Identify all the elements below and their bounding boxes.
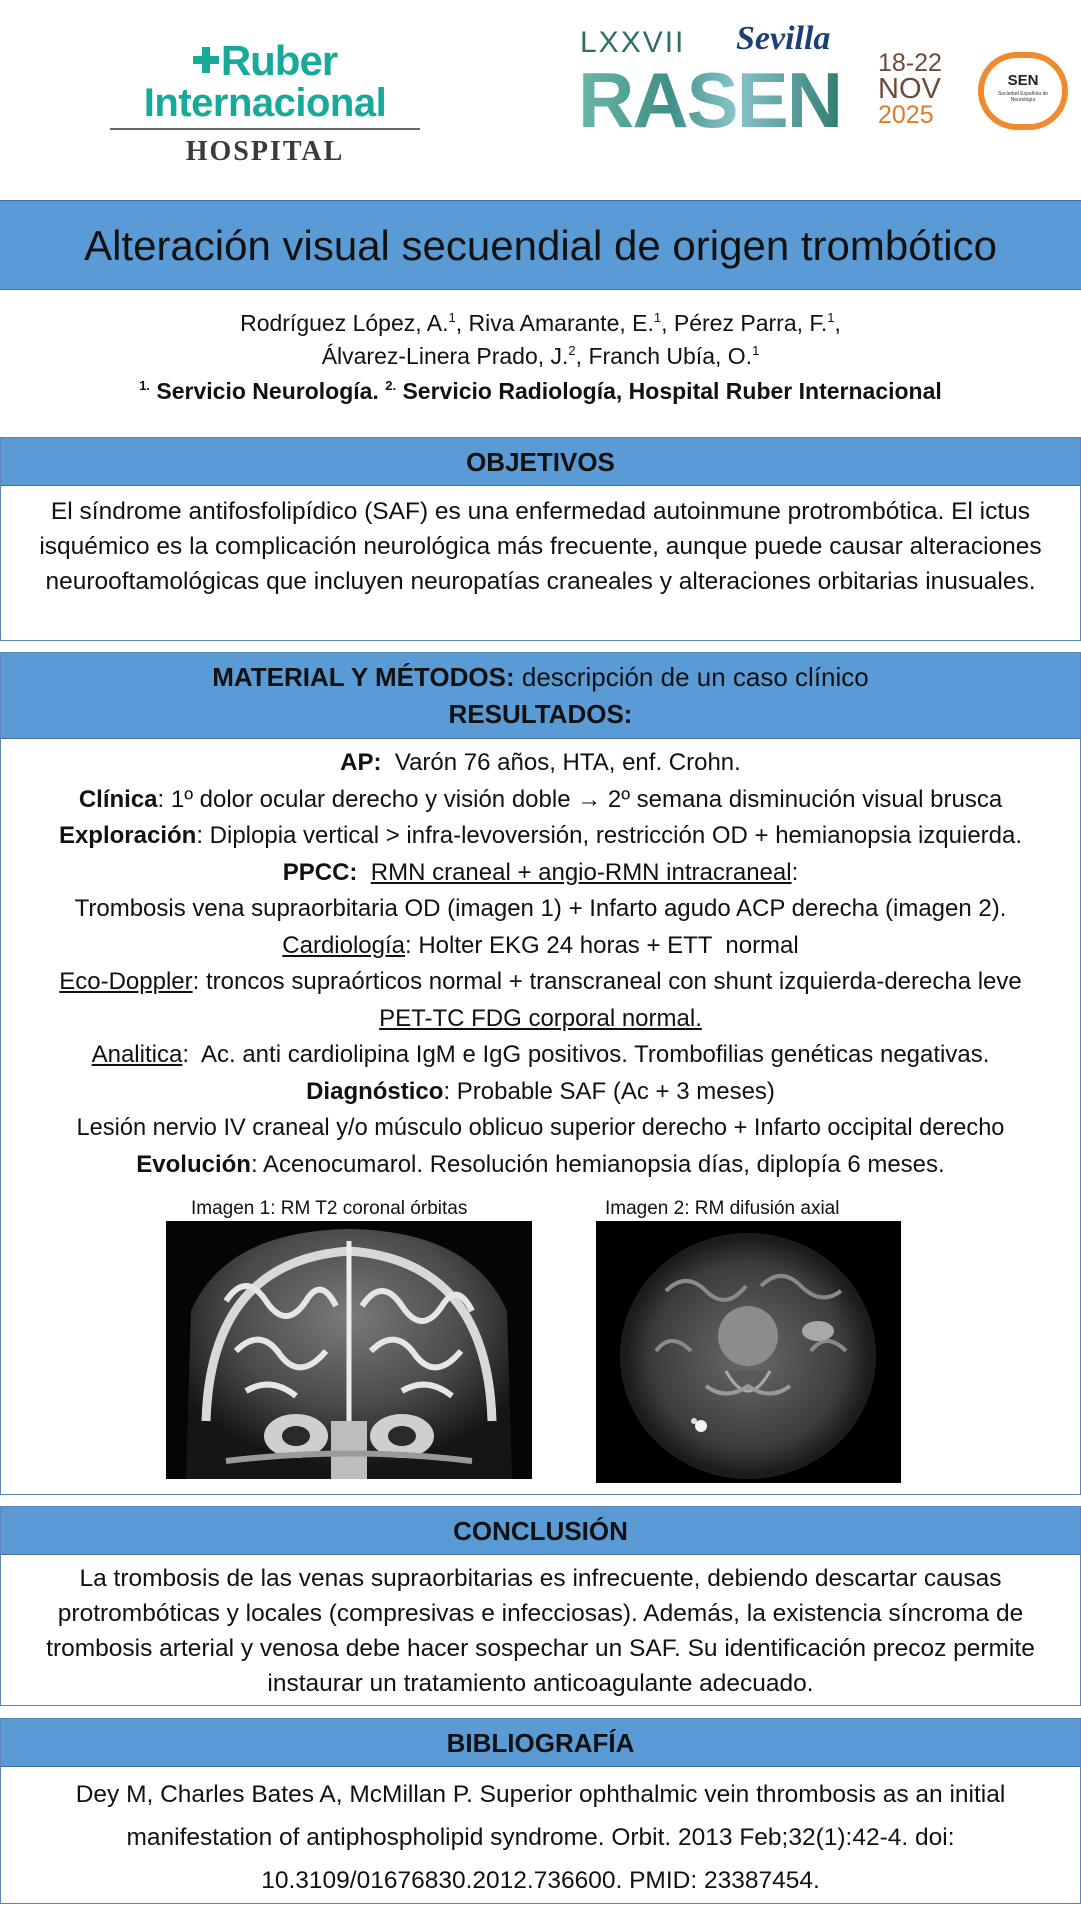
results-list bbox=[1, 739, 1080, 1491]
mri-diffusion-axial-image bbox=[596, 1221, 901, 1483]
result-analitica bbox=[1, 1037, 1080, 1074]
figure-caption-1: Imagen 1: RM T2 coronal órbitas bbox=[191, 1198, 468, 1219]
author-name: Pérez Parra, F. bbox=[673, 310, 828, 336]
rasen-month: NOV bbox=[878, 73, 941, 105]
header-logos bbox=[0, 0, 1081, 195]
result-underlined: Eco-Doppler bbox=[59, 968, 193, 995]
author-separator: , bbox=[455, 310, 469, 336]
result-exploracion bbox=[1, 818, 1080, 855]
ruber-logo-line1: Ruber bbox=[220, 37, 338, 84]
figure-caption-2: Imagen 2: RM difusión axial bbox=[605, 1198, 840, 1219]
section-material-resultados bbox=[0, 652, 1081, 1495]
affiliation-marker-2: 2. bbox=[385, 378, 397, 393]
result-value: : Holter EKG 24 horas + ETT normal bbox=[405, 931, 799, 959]
heading-material-bold: MATERIAL Y MÉTODOS: bbox=[212, 662, 515, 692]
result-underlined: Cardiología bbox=[282, 931, 406, 959]
rasen-edition-number: LXXVII bbox=[580, 26, 686, 59]
result-label: PPCC: bbox=[282, 858, 358, 886]
affiliation-marker-1: 1. bbox=[139, 378, 151, 393]
result-cardiologia bbox=[1, 928, 1080, 965]
affiliations bbox=[0, 378, 1081, 405]
result-diagnostico bbox=[1, 1074, 1080, 1111]
result-pet bbox=[1, 1001, 1080, 1038]
author-name: Álvarez-Linera Prado, J. bbox=[321, 343, 569, 369]
section-text: El síndrome antifosfolipídico (SAF) es una enfermedad autoinmune protrombótica. El ictus isquémico es la complicación neurológica más frecuente, aunque puede causar alteraciones neurooftamológicas que incluyen neuropatías craneales y alteraciones orbitarias inusuales. bbox=[39, 498, 1042, 595]
section-heading: CONCLUSIÓN bbox=[1, 1507, 1080, 1555]
mri-t2-coronal-image bbox=[166, 1221, 532, 1479]
sen-abbr: SEN bbox=[1007, 72, 1039, 89]
result-trombosis: Trombosis vena supraorbitaria OD (imagen 1) + Infarto agudo ACP derecha (imagen 2). bbox=[74, 895, 1007, 922]
section-text: La trombosis de las venas supraorbitarias es infrecuente, debiendo descartar causas protrombóticas y locales (compresivas e infecciosas). Además, la existencia síncroma de trombosis arterial y venosa debe hacer sospechar un SAF. Su identificación precoz permite instaurar un tratamiento anticoagulante adecuado. bbox=[46, 1565, 1035, 1697]
rasen-city: Sevilla bbox=[736, 20, 831, 57]
section-heading: BIBLIOGRAFÍA bbox=[1, 1719, 1080, 1767]
rasen-year: 2025 bbox=[878, 101, 934, 129]
author-affiliation-marker: 1 bbox=[827, 310, 835, 325]
ruber-hospital-logo bbox=[100, 37, 430, 168]
result-underlined: RMN craneal + angio-RMN intracraneal bbox=[370, 858, 792, 886]
author-line-1 bbox=[0, 304, 1081, 337]
author-name: Franch Ubía, O. bbox=[588, 343, 753, 369]
rasen-days: 18-22 bbox=[878, 49, 942, 77]
result-value: : Probable SAF (Ac + 3 meses) bbox=[443, 1077, 775, 1105]
result-value: : Diplopia vertical > infra-levoversión, restricción OD + hemianopsia izquierda. bbox=[196, 822, 1023, 849]
heading-resultados: RESULTADOS: bbox=[448, 699, 633, 729]
sen-brain-logo bbox=[978, 52, 1068, 130]
title-band bbox=[0, 200, 1081, 290]
author-affiliation-marker: 1 bbox=[448, 310, 456, 325]
result-label: Diagnóstico bbox=[306, 1077, 444, 1105]
result-value: : troncos supraórticos normal + transcraneal con shunt izquierda-derecha leve bbox=[192, 968, 1022, 995]
author-affiliation-marker: 1 bbox=[752, 343, 760, 358]
section-bibliografia bbox=[0, 1718, 1081, 1904]
section-objetivos bbox=[0, 437, 1081, 641]
ruber-logo-line2: Internacional bbox=[143, 81, 387, 125]
result-value: : bbox=[791, 858, 799, 886]
poster-title: Alteración visual secuendial de origen trombótico bbox=[84, 222, 997, 269]
rasen-wordmark: RASEN bbox=[578, 56, 842, 144]
author-list bbox=[0, 304, 1081, 370]
mri-figures bbox=[1, 1191, 1080, 1491]
heading-material-rest: descripción de un caso clínico bbox=[514, 662, 869, 692]
author-name: Riva Amarante, E. bbox=[468, 310, 654, 336]
result-evolucion bbox=[1, 1147, 1080, 1184]
result-underlined: Analitica bbox=[91, 1041, 183, 1068]
plus-cross-icon bbox=[193, 47, 219, 73]
affiliation-1: Servicio Neurología. bbox=[150, 378, 386, 404]
ruber-logo-divider bbox=[110, 128, 420, 130]
section-heading: OBJETIVOS bbox=[1, 438, 1080, 486]
author-name: Rodríguez López, A. bbox=[240, 310, 449, 336]
author-separator: , bbox=[834, 310, 841, 336]
affiliation-2: Servicio Radiología, Hospital Ruber Internacional bbox=[396, 378, 942, 404]
author-affiliation-marker: 1 bbox=[653, 310, 662, 325]
ruber-logo-line3: HOSPITAL bbox=[185, 136, 345, 167]
sen-fullname: Sociedad Española de Neurología bbox=[997, 91, 1049, 103]
author-separator: , bbox=[661, 310, 674, 336]
result-eco-doppler bbox=[1, 964, 1080, 1001]
rasen-dates bbox=[878, 50, 958, 128]
result-lesion: Lesión nervio IV craneal y/o músculo oblicuo superior derecho + Infarto occipital derecho bbox=[76, 1115, 1005, 1141]
author-separator: , bbox=[575, 343, 589, 369]
author-line-2 bbox=[0, 337, 1081, 370]
rasen-congress-logo bbox=[578, 20, 942, 144]
result-value: : Ac. anti cardiolipina IgM e IgG positivos. Trombofilias genéticas negativas. bbox=[182, 1041, 990, 1068]
result-underlined: PET-TC FDG corporal normal. bbox=[379, 1004, 702, 1032]
reference-text: Dey M, Charles Bates A, McMillan P. Superior ophthalmic vein thrombosis as an initial manifestation of antiphospholipid syndrome. Orbit. 2013 Feb;32(1):42-4. doi: 10.3109/01676830.2012.736600. PMID: 23387454. bbox=[75, 1781, 1006, 1894]
result-value: : 1º dolor ocular derecho y visión doble → 2º semana disminución visual brusca bbox=[157, 785, 1003, 813]
result-clinica bbox=[1, 782, 1080, 819]
section-conclusion bbox=[0, 1506, 1081, 1706]
result-value: : Acenocumarol. Resolución hemianopsia días, diplopía 6 meses. bbox=[250, 1150, 945, 1178]
result-ap bbox=[1, 745, 1080, 782]
result-label: AP: bbox=[340, 749, 382, 776]
author-affiliation-marker: 2 bbox=[568, 343, 576, 358]
result-ppcc bbox=[1, 855, 1080, 892]
result-label: Exploración bbox=[58, 822, 197, 849]
result-label: Evolución bbox=[136, 1150, 251, 1178]
result-label: Clínica bbox=[78, 785, 158, 813]
section-heading bbox=[1, 653, 1080, 739]
result-value: Varón 76 años, HTA, enf. Crohn. bbox=[381, 749, 741, 776]
